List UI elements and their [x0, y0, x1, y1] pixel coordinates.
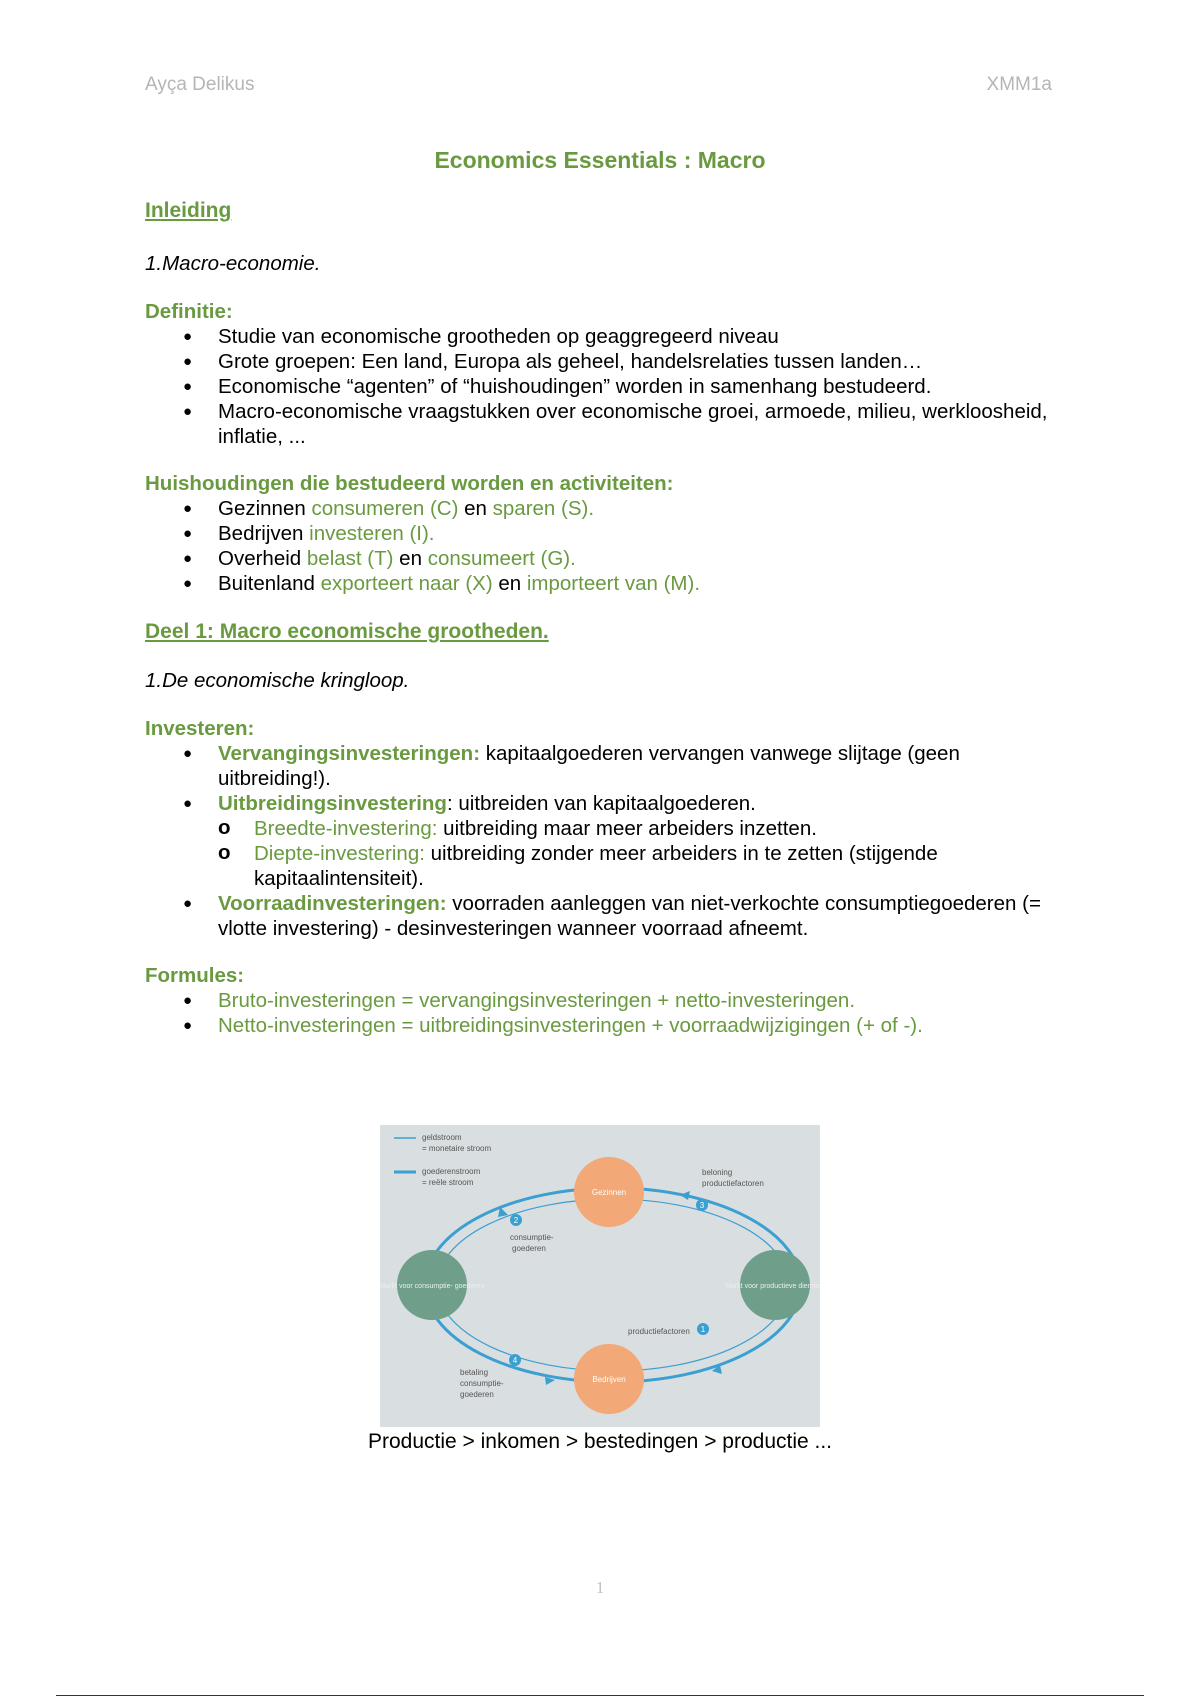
- node-factor-market-label: Markt voor productieve diensten: [725, 1283, 820, 1290]
- household-name: Bedrijven: [218, 522, 304, 545]
- definition-label: Definitie:: [145, 300, 233, 323]
- legend-money-label: geldstroom: [422, 1133, 462, 1142]
- household-activity: consumeert (G).: [427, 547, 576, 570]
- badge-3-label: 3: [699, 1201, 705, 1210]
- section-heading-part1: Deel 1: Macro economische grootheden.: [145, 620, 549, 643]
- household-activity: consumeren (C): [311, 497, 459, 520]
- list-item: [145, 571, 1055, 596]
- term-text: voorraden aanleggen van niet-verkochte consumptiegoederen (= vlotte investering) - desinvesteringen wanneer voorraad afneemt.: [218, 892, 1041, 940]
- label-payment: betaling: [460, 1368, 489, 1377]
- term: Uitbreidingsinvestering: [218, 792, 447, 815]
- list-item: [145, 741, 1055, 791]
- household-activity: sparen (S).: [492, 497, 595, 520]
- list-item: [145, 546, 1055, 571]
- section-heading-intro: Inleiding: [145, 199, 232, 222]
- term: Vervangingsinvesteringen:: [218, 742, 481, 765]
- list-item: [145, 891, 1055, 941]
- cycle-svg: [380, 1125, 820, 1427]
- label-factors: productiefactoren: [628, 1327, 690, 1336]
- badge-2-label: 2: [513, 1216, 519, 1225]
- badge-4-label: 4: [512, 1356, 518, 1365]
- footer-divider: [56, 1695, 1144, 1696]
- list-item: ● Studie van economische grootheden op geaggregeerd niveau: [145, 324, 1055, 349]
- label-reward-2: productiefactoren: [702, 1179, 764, 1188]
- household-conj: en: [498, 572, 522, 595]
- list-item: [145, 791, 1055, 816]
- list-item: [145, 521, 1055, 546]
- list-item: [145, 816, 1055, 841]
- node-households-label: Gezinnen: [591, 1188, 627, 1197]
- formulas-list: [145, 988, 1055, 1038]
- label-payment-3: goederen: [460, 1390, 494, 1399]
- page-number: 1: [595, 1578, 605, 1597]
- figure-caption: Productie > inkomen > bestedingen > productie ...: [367, 1430, 833, 1453]
- list-item: [145, 841, 1055, 891]
- list-item: ● Bruto-investeringen = vervangingsinvesteringen + netto-investeringen.: [145, 988, 1055, 1013]
- term-text: uitbreiding zonder meer arbeiders in te zetten (stijgende kapitaalintensiteit).: [254, 842, 938, 890]
- households-label: Huishoudingen die bestudeerd worden en activiteiten:: [145, 472, 674, 495]
- label-consumption-2: goederen: [512, 1244, 546, 1253]
- household-activity: investeren (I).: [309, 522, 435, 545]
- node-firms-label: Bedrijven: [592, 1375, 626, 1384]
- household-name: Overheid: [218, 547, 302, 570]
- term-text: kapitaalgoederen vervangen vanwege slijtage (geen uitbreiding!).: [218, 742, 960, 790]
- list-item: ● Netto-investeringen = uitbreidingsinvesteringen + voorraadwijzigingen (+ of -).: [145, 1013, 1055, 1038]
- household-name: Gezinnen: [218, 497, 306, 520]
- list-item: ● Grote groepen: Een land, Europa als geheel, handelsrelaties tussen landen…: [145, 349, 1055, 374]
- list-item: ● Economische “agenten” of “huishoudingen” worden in samenhang bestudeerd.: [145, 374, 1055, 399]
- households-list: [145, 496, 1055, 596]
- invest-label: Investeren:: [145, 717, 255, 740]
- badge-1-label: 1: [700, 1325, 706, 1334]
- definition-list: [145, 324, 1055, 449]
- household-activity: belast (T): [306, 547, 394, 570]
- invest-list: [145, 741, 1055, 941]
- list-item: ● Macro-economische vraagstukken over economische groei, armoede, milieu, werkloosheid, inflatie, ...: [145, 399, 1055, 449]
- legend-money-sub: = monetaire stroom: [422, 1144, 492, 1153]
- label-reward: beloning: [702, 1168, 733, 1177]
- header-class: XMM1a: [986, 74, 1052, 95]
- household-conj: en: [399, 547, 422, 570]
- legend-goods-label: goederenstroom: [422, 1167, 481, 1176]
- label-payment-2: consumptie-: [460, 1379, 504, 1388]
- term-text: uitbreiding maar meer arbeiders inzetten.: [443, 817, 817, 840]
- household-conj: en: [464, 497, 487, 520]
- term: Breedte-investering:: [254, 817, 438, 840]
- page-title: Economics Essentials : Macro: [434, 147, 766, 173]
- subheading-cycle: 1.De economische kringloop.: [145, 669, 410, 692]
- term: Diepte-investering:: [254, 842, 425, 865]
- formulas-label: Formules:: [145, 964, 245, 987]
- list-item: [145, 496, 1055, 521]
- document-body: [145, 198, 1055, 1038]
- label-consumption: consumptie-: [510, 1233, 554, 1242]
- term: Voorraadinvesteringen:: [218, 892, 447, 915]
- household-activity: importeert van (M).: [526, 572, 701, 595]
- header-author: Ayça Delikus: [145, 74, 255, 95]
- economic-cycle-diagram: [380, 1125, 820, 1427]
- household-name: Buitenland: [218, 572, 315, 595]
- node-consumer-market-label: Markt voor consumptie- goederen: [380, 1283, 485, 1290]
- subheading-macro: 1.Macro-economie.: [145, 252, 321, 275]
- legend-goods-sub: = reële stroom: [422, 1178, 474, 1187]
- term-text: : uitbreiden van kapitaalgoederen.: [446, 792, 756, 815]
- household-activity: exporteert naar (X): [320, 572, 493, 595]
